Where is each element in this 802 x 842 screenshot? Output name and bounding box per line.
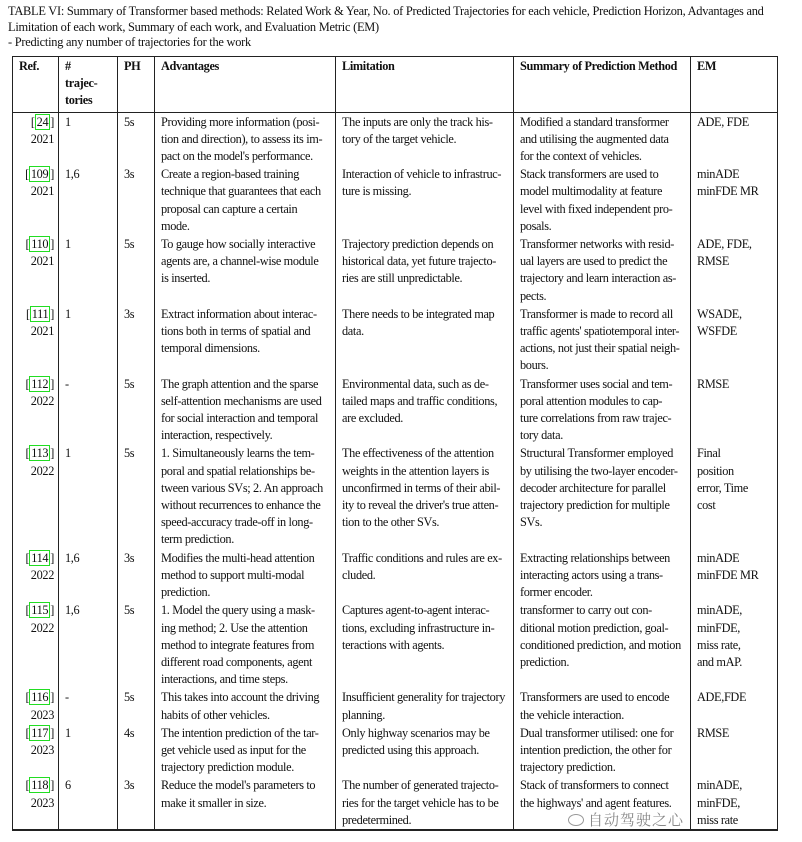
year: 2021 bbox=[30, 254, 54, 269]
limitation-cell: Interaction of vehicle to infrastruc- ture is missing. bbox=[336, 165, 514, 235]
table-row bbox=[13, 601, 778, 688]
caption-title: TABLE VI: Summary of Transformer based methods: Related Work & Year, No. of Predicted Trajectories for each vehicle, Prediction Horizon, Advantages and Limitation of each work, Summary of each work, and Evaluation Metric (EM) bbox=[8, 4, 764, 34]
limitation-cell: There needs to be integrated map data. bbox=[336, 305, 514, 375]
ph-cell: 3s bbox=[118, 165, 155, 235]
summary-cell bbox=[514, 375, 691, 445]
trajectories-cell: - bbox=[59, 688, 118, 723]
summary-text: Transformers are used to encode the vehicle interaction. bbox=[520, 690, 670, 722]
ph-cell: 5s bbox=[118, 601, 155, 688]
trajectories-cell: 1 bbox=[59, 444, 118, 548]
summary-cell bbox=[514, 112, 691, 165]
citation-link[interactable]: 110 bbox=[31, 237, 49, 252]
year: 2022 bbox=[30, 393, 54, 408]
citation-link[interactable]: 113 bbox=[31, 446, 49, 461]
em-cell: minADE minFDE MR bbox=[691, 549, 778, 602]
limitation-cell: Only highway scenarios may be predicted using this approach. bbox=[336, 724, 514, 777]
limitation-cell: Trajectory prediction depends on historical data, yet future trajecto- ries are still unpredictable. bbox=[336, 235, 514, 305]
year: 2022 bbox=[30, 620, 54, 635]
table-row bbox=[13, 444, 778, 548]
em-cell: minADE, minFDE, miss rate, and mAP. bbox=[691, 601, 778, 688]
summary-text: Transformer is made to record all traffic agents' spatiotemporal inter- actions, not just their spatial neigh- bours. bbox=[520, 306, 680, 373]
summary-cell bbox=[514, 688, 691, 723]
year: 2022 bbox=[30, 567, 54, 582]
trajectories-cell: 1,6 bbox=[59, 549, 118, 602]
citation-link[interactable]: 24 bbox=[36, 114, 49, 129]
citation-link[interactable]: 115 bbox=[31, 603, 49, 618]
summary-text: Extracting relationships between interacting actors using a trans- former encoder. bbox=[520, 550, 670, 600]
summary-cell bbox=[514, 601, 691, 688]
citation-link[interactable]: 111 bbox=[31, 306, 49, 321]
table-row bbox=[13, 776, 778, 830]
advantages-cell: To gauge how socially interactive agents are, a channel-wise module is inserted. bbox=[155, 235, 336, 305]
citation-link[interactable]: 117 bbox=[31, 725, 49, 740]
summary-cell bbox=[514, 305, 691, 375]
ph-cell: 5s bbox=[118, 375, 155, 445]
ref-cell: [ 113 ] 2022 bbox=[13, 444, 59, 548]
summary-text: Transformer networks with resid- ual layers are used to predict the trajectory and learn interaction as- pects. bbox=[520, 237, 677, 303]
ph-cell: 3s bbox=[118, 776, 155, 830]
ph-cell: 4s bbox=[118, 724, 155, 777]
ph-cell: 3s bbox=[118, 549, 155, 602]
trajectories-cell: 1 bbox=[59, 112, 118, 165]
limitation-cell: Environmental data, such as de- tailed maps and traffic conditions, are excluded. bbox=[336, 375, 514, 445]
header-ph: PH bbox=[118, 57, 155, 113]
wechat-icon bbox=[568, 814, 584, 826]
summary-cell bbox=[514, 165, 691, 235]
table-row bbox=[13, 165, 778, 235]
advantages-cell: 1. Simultaneously learns the tem- poral and spatial relationships be- tween various SVs; 2. An approach without recurrences to enhance the speed-accuracy trade-off in long- term prediction. bbox=[155, 444, 336, 548]
table-row bbox=[13, 235, 778, 305]
em-cell: minADE minFDE MR bbox=[691, 165, 778, 235]
summary-cell bbox=[514, 444, 691, 548]
table-row bbox=[13, 688, 778, 723]
trajectories-cell: 1,6 bbox=[59, 165, 118, 235]
header-ref: Ref. bbox=[13, 57, 59, 113]
header-summary: Summary of Prediction Method bbox=[514, 57, 691, 113]
ph-cell: 3s bbox=[118, 305, 155, 375]
advantages-cell: Modifies the multi-head attention method to support multi-modal prediction. bbox=[155, 549, 336, 602]
header-em: EM bbox=[691, 57, 778, 113]
year: 2023 bbox=[30, 795, 54, 810]
ref-cell: [ 110 ] 2021 bbox=[13, 235, 59, 305]
limitation-cell: Insufficient generality for trajectory planning. bbox=[336, 688, 514, 723]
ref-cell: [ 117 ] 2023 bbox=[13, 724, 59, 777]
year: 2023 bbox=[30, 742, 54, 757]
citation-link[interactable]: 116 bbox=[31, 690, 49, 705]
summary-text: Dual transformer utilised: one for intention prediction, the other for trajectory prediction. bbox=[520, 725, 674, 775]
em-cell: WSADE, WSFDE bbox=[691, 305, 778, 375]
ph-cell: 5s bbox=[118, 688, 155, 723]
table-caption bbox=[8, 4, 798, 51]
citation-link[interactable]: 118 bbox=[31, 778, 49, 793]
em-cell: ADE, FDE, RMSE bbox=[691, 235, 778, 305]
table-row bbox=[13, 305, 778, 375]
summary-text: Stack of transformers to connect the highways' and agent features. bbox=[520, 778, 672, 810]
summary-cell bbox=[514, 776, 691, 830]
summary-text: transformer to carry out con- ditional motion prediction, goal- conditioned prediction, and motion prediction. bbox=[520, 603, 681, 669]
ph-cell: 5s bbox=[118, 112, 155, 165]
advantages-cell: Extract information about interac- tions both in terms of spatial and temporal dimensions. bbox=[155, 305, 336, 375]
ph-cell: 5s bbox=[118, 235, 155, 305]
summary-text: Modified a standard transformer and utilising the augmented data for the context of vehicles. bbox=[520, 114, 669, 164]
limitation-cell: The inputs are only the track his- tory of the target vehicle. bbox=[336, 112, 514, 165]
trajectories-cell: 6 bbox=[59, 776, 118, 830]
advantages-cell: Reduce the model's parameters to make it smaller in size. bbox=[155, 776, 336, 830]
em-cell: ADE, FDE bbox=[691, 112, 778, 165]
summary-text: Transformer uses social and tem- poral attention modules to cap- ture correlations from raw trajec- tory data. bbox=[520, 376, 673, 443]
ref-cell: [ 114 ] 2022 bbox=[13, 549, 59, 602]
summary-cell bbox=[514, 724, 691, 777]
year: 2021 bbox=[30, 324, 54, 339]
summary-cell bbox=[514, 235, 691, 305]
trajectories-cell: 1 bbox=[59, 235, 118, 305]
advantages-cell: The intention prediction of the tar- get vehicle used as input for the trajectory prediction module. bbox=[155, 724, 336, 777]
em-cell: RMSE bbox=[691, 724, 778, 777]
table-row bbox=[13, 375, 778, 445]
summary-text: Stack transformers are used to model multimodality at feature level with fixed independent pro- posals. bbox=[520, 167, 673, 233]
ref-cell: [ 112 ] 2022 bbox=[13, 375, 59, 445]
caption-note: - Predicting any number of trajectories for the work bbox=[8, 35, 251, 49]
citation-link[interactable]: 114 bbox=[31, 550, 49, 565]
table-row bbox=[13, 724, 778, 777]
watermark bbox=[520, 812, 684, 829]
summary-text: Structural Transformer employed by utilising the two-layer encoder- decoder architecture for parallel trajectory prediction for multiple SVs. bbox=[520, 446, 678, 530]
limitation-cell: Traffic conditions and rules are ex- cluded. bbox=[336, 549, 514, 602]
summary-cell bbox=[514, 549, 691, 602]
em-cell: RMSE bbox=[691, 375, 778, 445]
ph-cell: 5s bbox=[118, 444, 155, 548]
year: 2023 bbox=[30, 707, 54, 722]
header-advantages: Advantages bbox=[155, 57, 336, 113]
ref-cell: [ 115 ] 2022 bbox=[13, 601, 59, 688]
year: 2021 bbox=[30, 131, 54, 146]
advantages-cell: Providing more information (posi- tion and direction), to assess its im- pact on the model's performance. bbox=[155, 112, 336, 165]
em-cell: minADE, minFDE, miss rate bbox=[691, 776, 778, 830]
advantages-cell: The graph attention and the sparse self-attention mechanisms are used for social interaction and temporal interaction, respectively. bbox=[155, 375, 336, 445]
citation-link[interactable]: 112 bbox=[31, 376, 49, 391]
year: 2022 bbox=[30, 463, 54, 478]
ref-cell: [ 24 ] 2021 bbox=[13, 112, 59, 165]
advantages-cell: Create a region-based training technique that guarantees that each proposal can capture a certain mode. bbox=[155, 165, 336, 235]
transformer-methods-table bbox=[12, 56, 778, 831]
trajectories-cell: - bbox=[59, 375, 118, 445]
ref-cell: [ 116 ] 2023 bbox=[13, 688, 59, 723]
limitation-cell: The number of generated trajecto- ries for the target vehicle has to be predetermined. bbox=[336, 776, 514, 830]
em-cell: ADE,FDE bbox=[691, 688, 778, 723]
ref-cell: [ 111 ] 2021 bbox=[13, 305, 59, 375]
limitation-cell: The effectiveness of the attention weights in the attention layers is unconfirmed in terms of their abil- ity to reveal the driver's true atten- tion to the other SVs. bbox=[336, 444, 514, 548]
limitation-cell: Captures agent-to-agent interac- tions, excluding infrastructure in- teractions with agents. bbox=[336, 601, 514, 688]
year: 2021 bbox=[30, 184, 54, 199]
table-row bbox=[13, 112, 778, 165]
trajectories-cell: 1,6 bbox=[59, 601, 118, 688]
table-row bbox=[13, 549, 778, 602]
em-cell: Final position error, Time cost bbox=[691, 444, 778, 548]
header-limitation: Limitation bbox=[336, 57, 514, 113]
watermark-text: 自动驾驶之心 bbox=[587, 810, 684, 829]
ref-cell: [ 109 ] 2021 bbox=[13, 165, 59, 235]
advantages-cell: 1. Model the query using a mask- ing method; 2. Use the attention method to integrate features from different road components, agent interactions, and time steps. bbox=[155, 601, 336, 688]
trajectories-cell: 1 bbox=[59, 724, 118, 777]
header-trajectories: # trajec- tories bbox=[59, 57, 118, 113]
trajectories-cell: 1 bbox=[59, 305, 118, 375]
advantages-cell: This takes into account the driving habits of other vehicles. bbox=[155, 688, 336, 723]
citation-link[interactable]: 109 bbox=[30, 167, 49, 182]
header-row bbox=[13, 57, 778, 113]
ref-cell: [ 118 ] 2023 bbox=[13, 776, 59, 830]
